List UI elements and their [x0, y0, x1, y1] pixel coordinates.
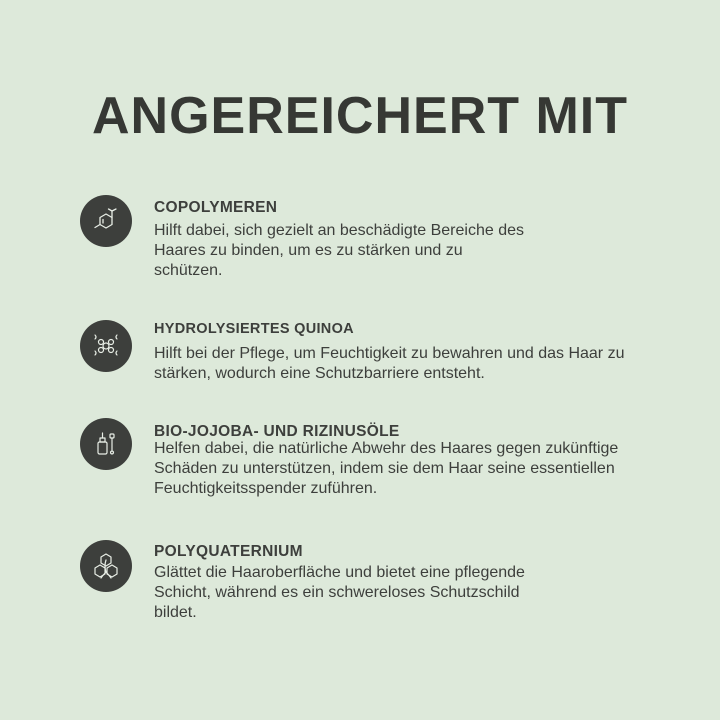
- ingredient-heading: HYDROLYSIERTES QUINOA: [154, 321, 354, 337]
- ingredient-description: Hilft bei der Pflege, um Feuchtigkeit zu bewahren und das Haar zu stärken, wodurch eine Schutzbarriere entsteht.: [154, 345, 625, 382]
- oil-dropper-bottle-icon: [80, 418, 132, 470]
- ingredient-description: Helfen dabei, die natürliche Abwehr des Haares gegen zukünftige Schäden zu unterstützen, indem sie dem Haar seine essentiellen Feuchtigkeitsspender zuführen.: [154, 440, 619, 497]
- ingredient-heading: POLYQUATERNIUM: [154, 543, 303, 560]
- ingredient-copolymeren: [80, 193, 720, 283]
- ingredient-description: Glättet die Haaroberfläche und bietet eine pflegende Schicht, während es ein schwereloses Schutzschild bildet.: [154, 564, 525, 621]
- molecule-icon: [80, 195, 132, 247]
- page-title: ANGEREICHERT MIT: [92, 87, 628, 145]
- ingredient-quinoa: [80, 318, 720, 388]
- ingredient-description: Hilft dabei, sich gezielt an beschädigte Bereiche des Haares zu binden, um es zu stärken und zu schützen.: [154, 222, 524, 279]
- ingredient-polyquaternium: [80, 540, 720, 630]
- ingredient-heading: BIO-JOJOBA- UND RIZINUSÖLE: [154, 423, 400, 440]
- ingredient-jojoba-rizinus: [80, 418, 720, 508]
- ingredient-heading: COPOLYMEREN: [154, 199, 278, 216]
- hexagon-hair-icon: [80, 540, 132, 592]
- quinoa-seeds-icon: [80, 320, 132, 372]
